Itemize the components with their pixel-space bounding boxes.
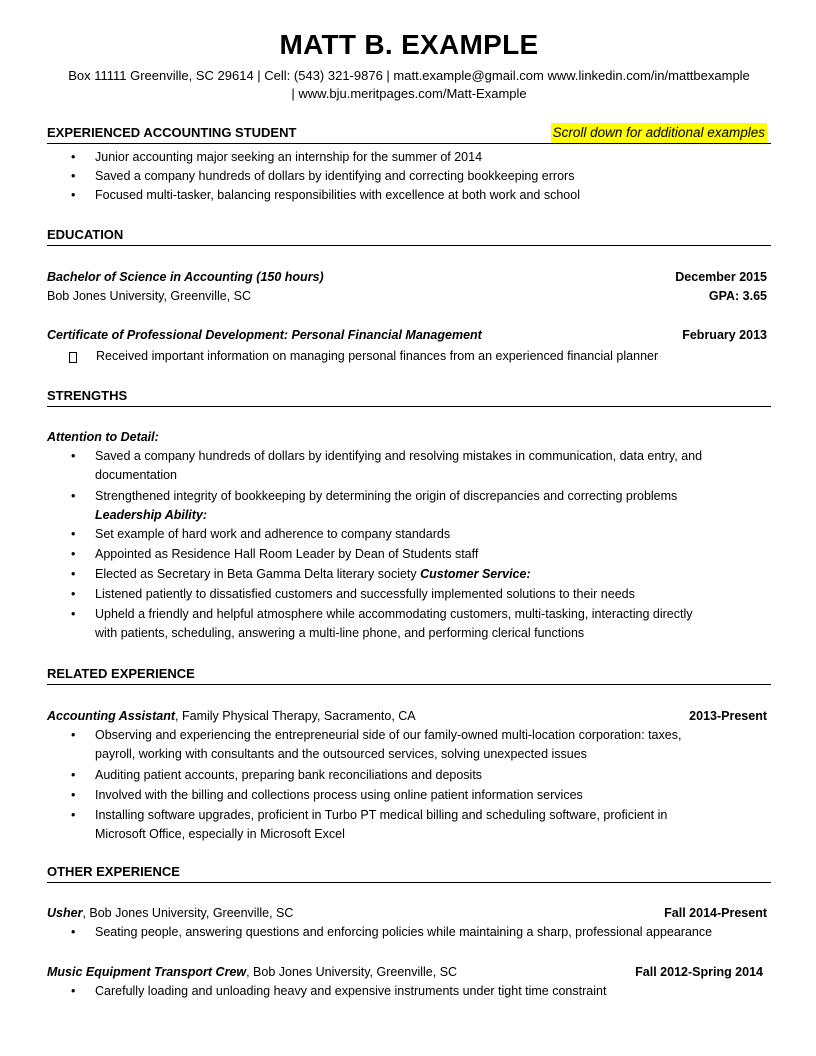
bullet-line: with patients, scheduling, answering a multi-line phone, and performing clerical functions [95, 626, 585, 640]
bullet-line: Elected as Secretary in Beta Gamma Delta literary society [95, 567, 417, 581]
bullet-line: Strengthened integrity of bookkeeping by determining the origin of discrepancies and correcting problems [95, 489, 678, 503]
certificate-detail-item [47, 347, 771, 366]
customer-title: Customer Service: [420, 567, 531, 581]
attention-title: Attention to Detail: [47, 430, 159, 444]
list-item [47, 447, 771, 485]
certificate-date: February 2013 [682, 328, 767, 342]
list-item: • Set example of hard work and adherence to company standards [47, 525, 771, 544]
related-experience-heading: RELATED EXPERIENCE [47, 664, 771, 685]
related-experience-section [47, 707, 771, 844]
strengths-section [47, 428, 771, 643]
job-dates: Fall 2012-Spring 2014 [635, 965, 763, 979]
degree-title: Bachelor of Science in Accounting (150 hours) [47, 270, 324, 284]
list-item: • Involved with the billing and collections process using online patient information services [47, 786, 771, 805]
school-name: Bob Jones University, Greenville, SC [47, 289, 252, 303]
job-title: Usher [47, 906, 83, 920]
list-item: • Saved a company hundreds of dollars by identifying and correcting bookkeeping errors [47, 167, 771, 186]
job-title: Accounting Assistant [47, 709, 176, 723]
certificate-detail: Received important information on managing personal finances from an experienced financial planner [96, 349, 659, 363]
education-heading: EDUCATION [47, 225, 771, 246]
job-row [47, 963, 771, 982]
job-org: , Family Physical Therapy, Sacramento, CA [175, 709, 416, 723]
contact-line-2: | www.bju.meritpages.com/Matt-Example [291, 86, 527, 101]
resume-name: MATT B. EXAMPLE [279, 29, 539, 60]
additional-examples-note: Scroll down for additional examples [551, 123, 767, 143]
list-item [47, 726, 771, 764]
list-item [47, 487, 771, 525]
leadership-title: Leadership Ability: [95, 508, 208, 522]
other-experience-heading: OTHER EXPERIENCE [47, 862, 771, 883]
bullet-line: Upheld a friendly and helpful atmosphere while accommodating customers, multi-tasking, interacting directly [95, 607, 693, 621]
list-item [47, 806, 771, 844]
other-job-2 [47, 963, 771, 1001]
job-org: , Bob Jones University, Greenville, SC [82, 906, 294, 920]
bullet-line: payroll, working with consultants and the outsourced services, solving unexpected issues [95, 747, 587, 761]
list-item: • Carefully loading and unloading heavy and expensive instruments under tight time constraint [47, 982, 771, 1001]
summary-list [47, 148, 771, 205]
job-org: , Bob Jones University, Greenville, SC [246, 965, 458, 979]
degree-row [47, 268, 771, 287]
job-row [47, 707, 771, 726]
school-row [47, 287, 771, 306]
list-item: • Junior accounting major seeking an internship for the summer of 2014 [47, 148, 771, 167]
certificate-row [47, 326, 771, 345]
square-bullet-icon [69, 352, 77, 363]
bullet-line: Installing software upgrades, proficient in Turbo PT medical billing and scheduling software, proficient in [95, 808, 668, 822]
degree-date: December 2015 [675, 270, 767, 284]
education-section [47, 268, 771, 306]
job-dates: 2013-Present [689, 709, 767, 723]
summary-heading [47, 123, 771, 144]
gpa: GPA: 3.65 [708, 289, 767, 303]
list-item: • Auditing patient accounts, preparing bank reconciliations and deposits [47, 766, 771, 785]
list-item [47, 605, 771, 643]
strengths-heading: STRENGTHS [47, 386, 771, 407]
job-row [47, 904, 771, 923]
job-title: Music Equipment Transport Crew [47, 965, 247, 979]
job-dates: Fall 2014-Present [664, 906, 767, 920]
bullet-line: Observing and experiencing the entrepreneurial side of our family-owned multi-location corporation: taxes, [95, 728, 682, 742]
bullet-line: Microsoft Office, especially in Microsoft Excel [95, 827, 345, 841]
list-item: • Seating people, answering questions and enforcing policies while maintaining a sharp, professional appearance [47, 923, 771, 942]
contact-line-1: Box 11111 Greenville, SC 29614 | Cell: (543) 321-9876 | matt.example@gmail.com www.linkedin.com/in/mattbexample [68, 68, 750, 83]
list-item [47, 565, 771, 584]
bullet-line: Saved a company hundreds of dollars by identifying and resolving mistakes in communication, data entry, and [95, 449, 703, 463]
list-item: • Listened patiently to dissatisfied customers and successfully implemented solutions to their needs [47, 585, 771, 604]
contact-info [47, 67, 771, 103]
list-item: • Focused multi-tasker, balancing responsibilities with excellence at both work and school [47, 186, 771, 205]
summary-heading-text: EXPERIENCED ACCOUNTING STUDENT [47, 125, 297, 140]
bullet-line: documentation [95, 468, 178, 482]
certificate-title: Certificate of Professional Development: Personal Financial Management [47, 328, 482, 342]
other-job-1 [47, 904, 771, 942]
certificate-section [47, 326, 771, 366]
list-item: • Appointed as Residence Hall Room Leader by Dean of Students staff [47, 545, 771, 564]
